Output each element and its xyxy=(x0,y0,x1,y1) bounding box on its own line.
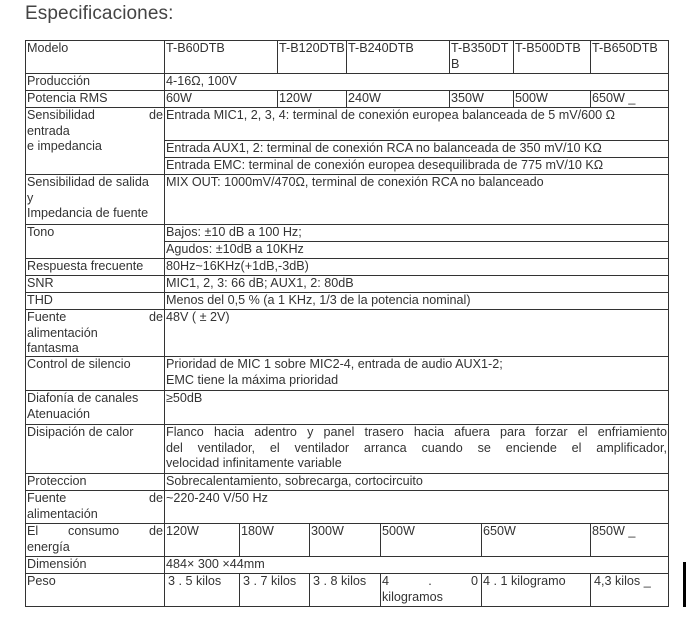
model-header: T-B500DTB xyxy=(513,40,591,74)
value-diafonia: ≥50dB xyxy=(164,390,669,425)
label-line: Impedancia de fuente xyxy=(27,206,149,220)
value-line: kilogramos xyxy=(382,589,443,604)
value-consumo: 850W _ xyxy=(590,523,669,557)
value-consumo: 120W xyxy=(164,523,240,557)
value-line: EMC tiene la máxima prioridad xyxy=(166,372,339,387)
value-potencia: 650W _ xyxy=(590,90,669,108)
value-disipacion xyxy=(164,424,669,474)
value-peso: 3 . 8 kilos xyxy=(309,573,381,607)
label-thd: THD xyxy=(25,292,165,310)
page-heading: Especificaciones: xyxy=(25,3,174,24)
label-proteccion: Proteccion xyxy=(25,473,165,491)
value-potencia: 500W xyxy=(513,90,591,108)
label-tono: Tono xyxy=(25,224,165,259)
value-sensibilidad-emc: Entrada EMC: terminal de conexión europea desequilibrada de 775 mV/10 KΩ xyxy=(164,157,669,175)
model-header: T-B650DTB xyxy=(590,40,669,74)
label-line: Diafonía de canales xyxy=(27,391,139,405)
value-potencia: 60W xyxy=(164,90,278,108)
value-consumo: 650W xyxy=(481,523,591,557)
label-modelo: Modelo xyxy=(25,40,165,74)
label-dimension: Dimensión xyxy=(25,556,165,574)
value-peso xyxy=(380,573,482,607)
scrollbar-thumb[interactable] xyxy=(683,562,686,607)
value-line: del ventilador, el ventilador arranca cuando se enciende el amplificador, xyxy=(166,440,667,455)
model-header: T-B350DTB xyxy=(449,40,514,74)
value-tono-bajos: Bajos: ±10 dB a 100 Hz; xyxy=(164,224,669,242)
value-tono-agudos: Agudos: ±10dB a 10KHz xyxy=(164,241,669,259)
label-line: Atenuación xyxy=(27,406,91,421)
label-consumo xyxy=(25,523,165,557)
value-snr: MIC1, 2, 3: 66 dB; AUX1, 2: 80dB xyxy=(164,275,669,293)
label-line: entrada xyxy=(27,123,70,138)
value-consumo: 180W xyxy=(239,523,310,557)
label-fuente xyxy=(25,490,165,524)
value-sensibilidad-mic: Entrada MIC1, 2, 3, 4: terminal de conexión europea balanceada de 5 mV/600 Ω xyxy=(164,107,669,141)
value-fuente: ~220-240 V/50 Hz xyxy=(164,490,669,524)
label-line: Fuente de xyxy=(27,310,163,324)
label-peso: Peso xyxy=(25,573,165,607)
value-peso: 3 . 7 kilos xyxy=(239,573,310,607)
label-respuesta: Respuesta frecuente xyxy=(25,258,165,276)
value-potencia: 120W xyxy=(277,90,347,108)
model-header: T-B240DTB xyxy=(346,40,450,74)
label-snr: SNR xyxy=(25,275,165,293)
model-header: T-B120DTB xyxy=(277,40,347,74)
label-line: alimentación xyxy=(27,506,98,521)
value-thd: Menos del 0,5 % (a 1 KHz, 1/3 de la potencia nominal) xyxy=(164,292,669,310)
value-peso: 4 . 1 kilogramo xyxy=(481,573,591,607)
value-produccion: 4-16Ω, 100V xyxy=(164,73,669,91)
value-potencia: 350W xyxy=(449,90,514,108)
label-fantasma xyxy=(25,309,165,357)
label-line: Fuente de xyxy=(27,491,163,505)
label-line: El consumo de xyxy=(27,524,163,538)
model-header: T-B60DTB xyxy=(164,40,278,74)
label-disipacion: Disipación de calor xyxy=(25,424,165,474)
value-line: Flanco hacia adentro y panel trasero hacia afuera para forzar el enfriamiento xyxy=(166,425,667,439)
value-fantasma: 48V ( ± 2V) xyxy=(164,309,669,357)
label-line: energía xyxy=(27,539,70,554)
value-line: velocidad infinitamente variable xyxy=(166,456,342,470)
value-consumo: 300W xyxy=(309,523,381,557)
value-line: 4 . 0 xyxy=(382,574,478,588)
value-sensibilidad-aux: Entrada AUX1, 2: terminal de conexión RCA no balanceada de 350 mV/10 KΩ xyxy=(164,140,669,158)
value-peso: 3 . 5 kilos xyxy=(164,573,240,607)
value-dimension: 484× 300 ×44mm xyxy=(164,556,669,574)
label-line: e impedancia xyxy=(27,139,102,153)
label-sensibilidad-entrada xyxy=(25,107,165,175)
label-potencia: Potencia RMS xyxy=(25,90,165,108)
value-consumo: 500W xyxy=(380,523,482,557)
label-line: alimentación xyxy=(27,325,98,340)
label-sensibilidad-salida xyxy=(25,174,165,225)
label-diafonia xyxy=(25,390,165,425)
value-sensibilidad-salida: MIX OUT: 1000mV/470Ω, terminal de conexión RCA no balanceado xyxy=(164,174,669,225)
label-line: y xyxy=(27,190,34,205)
value-line: Prioridad de MIC 1 sobre MIC2-4, entrada de audio AUX1-2; xyxy=(166,357,503,371)
value-respuesta: 80Hz~16KHz(+1dB,-3dB) xyxy=(164,258,669,276)
value-proteccion: Sobrecalentamiento, sobrecarga, cortocircuito xyxy=(164,473,669,491)
label-line: Sensibilidad de salida xyxy=(27,175,149,189)
label-produccion: Producción xyxy=(25,73,165,91)
label-line: Sensibilidad de xyxy=(27,108,163,122)
label-line: fantasma xyxy=(27,341,79,355)
value-potencia: 240W xyxy=(346,90,450,108)
value-silencio xyxy=(164,356,669,391)
label-silencio: Control de silencio xyxy=(25,356,165,391)
value-peso: 4,3 kilos _ xyxy=(590,573,669,607)
